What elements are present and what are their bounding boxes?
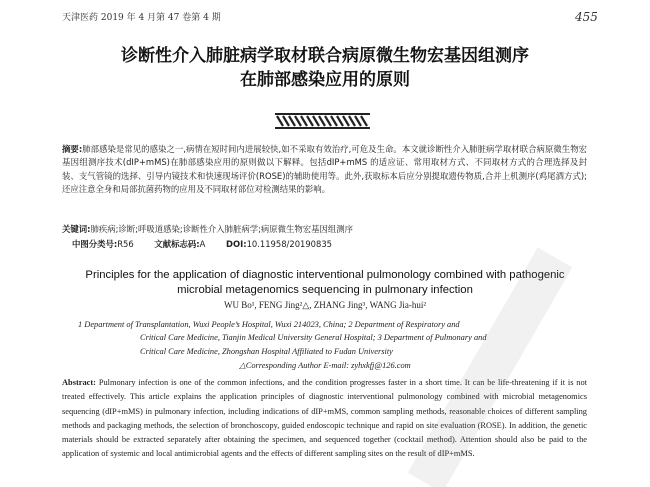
ornament-divider [275,113,370,129]
affiliation-line-1: 1 Department of Transplantation, Wuxi People’s Hospital, Wuxi 214023, China; 2 Department of Respiratory and [78,320,460,329]
chinese-abstract [62,143,587,196]
document-code [154,239,205,249]
chinese-keywords-label: 关键词: [62,224,91,234]
journal-header: 天津医药 2019 年 4 月第 47 卷第 4 期 [62,13,221,23]
clc-value: R56 [117,239,134,249]
english-authors: WU Bo¹, FENG Jing²△, ZHANG Jing³, WANG Jia-hui² [223,300,427,310]
english-title: Principles for the application of diagnostic interventional pulmonology combined with pathogenic microbial metagenomics sequencing in pulmonary infection [85,269,565,296]
english-abstract [62,376,587,462]
affiliation-line-2: Critical Care Medicine, Tianjin Medical University General Hospital; 3 Department of Pulmonary and [140,333,487,343]
english-abstract-label: Abstract: [62,378,96,387]
chinese-abstract-text: 肺部感染是常见的感染之一,病情在短时间内进展较快,如不采取有效治疗,可危及生命。本文就诊断性介入肺脏病学取材联合病原微生物宏基因组测序技术(dIP+mMS)在肺部感染应用的原则做以下解释。包括dIP+mMS 的适应证、常用取材方式、不同取材方式的合理选择及封装、支气管镜的选择、引导内镜技术和快速现场评价(ROSE)的辅助使用等。此外,获取标本后应分别提取遗传物质,合并上机测序(鸡尾酒方式);还应注意全身和局部抗菌药物的应用及不同取材部位对检测结果的影响。 [62,144,587,194]
english-abstract-text: Pulmonary infection is one of the common infections, and the condition progresses faster in a short time. It can be life-threatening if it is not treated effectively. This article explains the application principles of diagnostic interventional pulmonology combined with microbial metagenomics sequencing (dIP+mMS) in pulmonary infection, including indications of dIP+mMS, common sampling methods, reasonable choices of different sampling methods and packaging methods, the selection of bronchoscopy, guided endoscopic technique and rapid on site evaluation (ROSE). In addition, the genetic materials should be extracted separately after obtaining the specimen, and sequenced together (cocktail method). Attention should also be paid to the application of systemic and local antimicrobial agents and the effects of different sampling sites on the result of dIP+mMS. [62,378,587,459]
classification-line [72,238,350,250]
doi-label: DOI: [226,239,247,249]
doi [226,239,332,249]
chinese-title-line-2: 在肺部感染应用的原则 [240,70,410,90]
clc-label: 中图分类号: [72,239,118,249]
affiliation-line-3: Critical Care Medicine, Zhongshan Hospital Affiliated to Fudan University [140,346,393,356]
chinese-title-line-1: 诊断性介入肺脏病学取材联合病原微生物宏基因组测序 [121,46,529,66]
chinese-title [0,44,650,92]
doc-label: 文献标志码: [154,239,200,249]
corresponding-author: △Corresponding Author E-mail: zyhxkfj@126.com [239,361,411,370]
chinese-keywords-text: 肺疾病;诊断;呼吸道感染;诊断性介入肺脏病学;病原微生物宏基因组测序 [90,224,354,234]
page-number: 455 [575,10,598,24]
chinese-abstract-label: 摘要: [62,144,83,154]
clc-number [72,239,134,249]
chinese-keywords [62,223,353,235]
doc-value: A [199,239,206,249]
doi-value: 10.11958/20190835 [246,239,332,249]
